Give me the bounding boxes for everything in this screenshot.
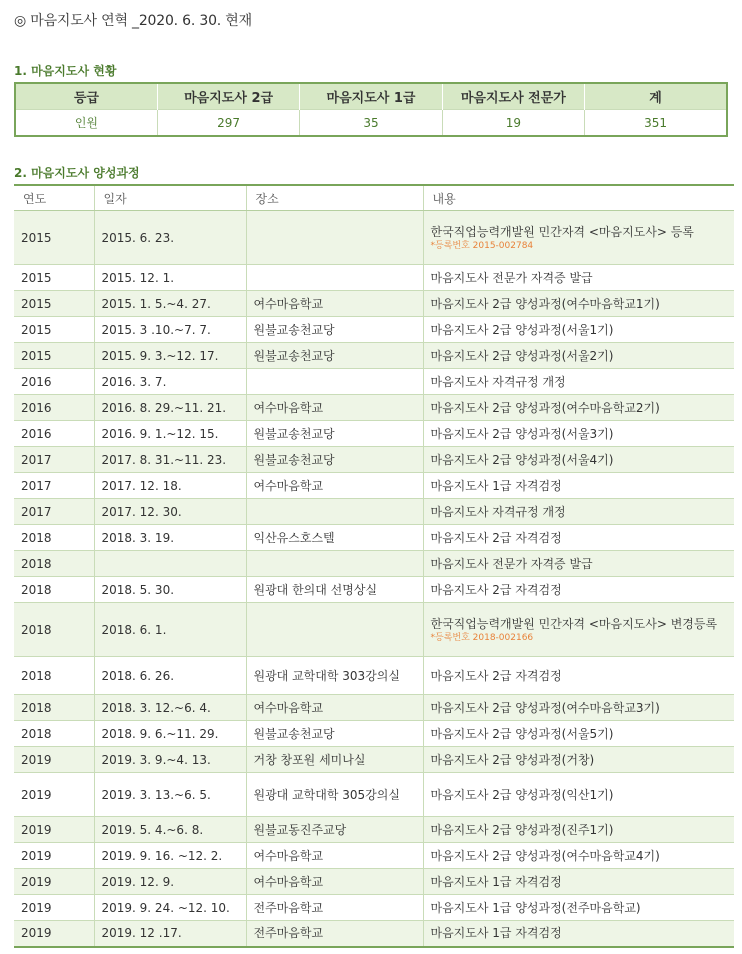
year-cell-text: 2015 (21, 230, 52, 245)
content-cell (423, 265, 734, 291)
place-cell-text: 여수마음학교 (253, 848, 324, 863)
place-cell-text: 전주마음학교 (253, 900, 324, 915)
place-cell-text: 원광대 한의대 선명상실 (253, 582, 378, 597)
year-cell-text: 2019 (21, 752, 52, 767)
year-cell-text: 2019 (21, 848, 52, 863)
table-row (14, 395, 734, 421)
content-cell-text: 마음지도사 2급 양성과정(거창) (430, 752, 595, 767)
year-cell-text: 2017 (21, 504, 52, 519)
place-cell-text: 여수마음학교 (253, 700, 324, 715)
date-cell-text: 2019. 3. 9.~4. 13. (101, 752, 211, 767)
date-cell-text: 2015. 1. 5.~4. 27. (101, 296, 211, 311)
content-cell-text: 한국직업능력개발원 민간자격 <마음지도사> 변경등록 (430, 616, 718, 631)
year-cell (14, 447, 94, 473)
year-cell (14, 265, 94, 291)
content-cell-text: 마음지도사 2급 양성과정(서울2기) (430, 348, 614, 363)
header-total: 계 (585, 83, 727, 110)
year-cell (14, 747, 94, 773)
content-cell-text: 마음지도사 1급 양성과정(전주마음학교) (430, 900, 641, 915)
place-cell (246, 211, 423, 265)
year-cell-text: 2019 (21, 787, 52, 802)
content-cell (423, 211, 734, 265)
count-total: 351 (585, 110, 727, 137)
table-row (14, 343, 734, 369)
year-cell (14, 657, 94, 695)
table-row (14, 421, 734, 447)
content-cell (423, 499, 734, 525)
content-cell (423, 869, 734, 895)
place-cell (246, 773, 423, 817)
content-cell-text: 마음지도사 1급 자격검정 (430, 478, 562, 493)
content-cell (423, 343, 734, 369)
date-cell-text: 2019. 12. 9. (101, 874, 175, 889)
year-cell-text: 2018 (21, 622, 52, 637)
place-cell-text: 원광대 교학대학 305강의실 (253, 787, 400, 802)
place-cell (246, 395, 423, 421)
year-cell (14, 343, 94, 369)
table-row (14, 525, 734, 551)
year-cell-text: 2015 (21, 322, 52, 337)
registration-note: *등록번호 2015-002784 (430, 240, 534, 251)
table-row (14, 657, 734, 695)
content-cell-text: 마음지도사 2급 양성과정(서울3기) (430, 426, 614, 441)
content-cell-text: 마음지도사 자격규정 개정 (430, 374, 566, 389)
year-cell (14, 291, 94, 317)
table-row (14, 447, 734, 473)
table-row (14, 895, 734, 921)
date-cell (94, 265, 246, 291)
year-cell (14, 395, 94, 421)
table-row (14, 369, 734, 395)
place-cell-text: 거창 창포원 세미나실 (253, 752, 366, 767)
year-cell-text: 2017 (21, 478, 52, 493)
table-row (14, 921, 734, 947)
date-cell (94, 895, 246, 921)
content-cell-text: 마음지도사 2급 양성과정(여수마음학교4기) (430, 848, 660, 863)
table-row (14, 695, 734, 721)
table-row (14, 721, 734, 747)
year-cell (14, 695, 94, 721)
table-row (14, 843, 734, 869)
place-cell-text: 원불교송천교당 (253, 726, 335, 741)
content-cell-text: 한국직업능력개발원 민간자격 <마음지도사> 등록 (430, 224, 694, 239)
place-cell (246, 721, 423, 747)
year-cell (14, 721, 94, 747)
content-cell-text: 마음지도사 자격규정 개정 (430, 504, 566, 519)
date-cell-text: 2019. 9. 16. ~12. 2. (101, 848, 223, 863)
date-cell (94, 747, 246, 773)
year-cell-text: 2019 (21, 822, 52, 837)
date-cell (94, 657, 246, 695)
content-cell (423, 695, 734, 721)
date-cell (94, 447, 246, 473)
content-cell (423, 843, 734, 869)
content-cell (423, 473, 734, 499)
year-cell (14, 473, 94, 499)
section-title-status: 1. 마음지도사 현황 (14, 64, 117, 78)
year-cell (14, 499, 94, 525)
registration-note: *등록번호 2018-002166 (430, 632, 534, 643)
content-cell-text: 마음지도사 2급 자격검정 (430, 668, 562, 683)
year-cell-text: 2019 (21, 900, 52, 915)
place-cell-text: 여수마음학교 (253, 874, 324, 889)
content-cell-text: 마음지도사 2급 양성과정(서울5기) (430, 726, 614, 741)
date-cell-text: 2015. 9. 3.~12. 17. (101, 348, 219, 363)
table-row (14, 577, 734, 603)
year-cell-text: 2018 (21, 726, 52, 741)
content-cell-text: 마음지도사 1급 자격검정 (430, 874, 562, 889)
date-cell-text: 2019. 5. 4.~6. 8. (101, 822, 204, 837)
count-level2: 297 (157, 110, 299, 137)
date-cell-text: 2015. 12. 1. (101, 270, 175, 285)
place-cell (246, 895, 423, 921)
content-cell (423, 525, 734, 551)
date-cell-text: 2017. 12. 30. (101, 504, 182, 519)
date-cell-text: 2019. 12 .17. (101, 926, 182, 941)
content-cell (423, 747, 734, 773)
date-cell (94, 721, 246, 747)
date-cell (94, 369, 246, 395)
date-cell (94, 211, 246, 265)
status-header-row (15, 83, 727, 110)
place-cell-text: 여수마음학교 (253, 296, 324, 311)
year-cell-text: 2018 (21, 582, 52, 597)
place-cell (246, 369, 423, 395)
history-body (14, 211, 734, 947)
section-title-history: 2. 마음지도사 양성과정 (14, 166, 140, 180)
place-cell-text: 원광대 교학대학 303강의실 (253, 668, 400, 683)
date-cell-text: 2018. 3. 19. (101, 530, 175, 545)
content-cell (423, 395, 734, 421)
content-cell-text: 마음지도사 전문가 자격증 발급 (430, 270, 593, 285)
place-cell-text: 전주마음학교 (253, 926, 324, 941)
date-cell-text: 2019. 9. 24. ~12. 10. (101, 900, 230, 915)
date-cell (94, 773, 246, 817)
date-cell (94, 577, 246, 603)
content-cell-text: 마음지도사 2급 양성과정(여수마음학교3기) (430, 700, 660, 715)
place-cell-text: 원불교송천교당 (253, 426, 335, 441)
place-cell (246, 551, 423, 577)
table-row (14, 773, 734, 817)
date-cell (94, 499, 246, 525)
place-cell (246, 657, 423, 695)
date-cell-text: 2018. 6. 26. (101, 668, 175, 683)
year-cell (14, 921, 94, 947)
date-cell-text: 2018. 6. 1. (101, 622, 167, 637)
date-cell-text: 2016. 9. 1.~12. 15. (101, 426, 219, 441)
table-row (14, 817, 734, 843)
content-cell (423, 921, 734, 947)
date-cell-text: 2019. 3. 13.~6. 5. (101, 787, 211, 802)
content-cell (423, 895, 734, 921)
date-cell-text: 2018. 9. 6.~11. 29. (101, 726, 219, 741)
date-cell (94, 817, 246, 843)
content-cell (423, 773, 734, 817)
year-cell (14, 525, 94, 551)
count-expert: 19 (442, 110, 584, 137)
date-cell (94, 525, 246, 551)
place-cell (246, 447, 423, 473)
header-place: 장소 (246, 185, 423, 211)
content-cell (423, 817, 734, 843)
year-cell (14, 773, 94, 817)
year-cell-text: 2018 (21, 556, 52, 571)
content-cell-text: 마음지도사 2급 양성과정(여수마음학교2기) (430, 400, 660, 415)
content-cell (423, 657, 734, 695)
year-cell (14, 317, 94, 343)
table-row (14, 265, 734, 291)
content-cell-text: 마음지도사 2급 양성과정(익산1기) (430, 787, 614, 802)
content-cell (423, 291, 734, 317)
date-cell-text: 2017. 8. 31.~11. 23. (101, 452, 227, 467)
date-cell (94, 421, 246, 447)
date-cell (94, 695, 246, 721)
table-row (14, 317, 734, 343)
history-header-row (14, 185, 734, 211)
table-row (14, 499, 734, 525)
place-cell (246, 869, 423, 895)
content-cell (423, 421, 734, 447)
place-cell (246, 921, 423, 947)
content-cell (423, 447, 734, 473)
header-level2: 마음지도사 2급 (157, 83, 299, 110)
year-cell (14, 869, 94, 895)
year-cell (14, 895, 94, 921)
year-cell-text: 2018 (21, 530, 52, 545)
year-cell (14, 369, 94, 395)
date-cell-text: 2018. 3. 12.~6. 4. (101, 700, 211, 715)
year-cell-text: 2018 (21, 700, 52, 715)
table-row (14, 869, 734, 895)
date-cell (94, 603, 246, 657)
year-cell-text: 2015 (21, 270, 52, 285)
place-cell-text: 원불교동진주교당 (253, 822, 347, 837)
header-year: 연도 (14, 185, 94, 211)
place-cell (246, 499, 423, 525)
date-cell (94, 843, 246, 869)
page-title: ◎ 마음지도사 연혁 _2020. 6. 30. 현재 (14, 13, 252, 29)
table-row (14, 473, 734, 499)
header-expert: 마음지도사 전문가 (442, 83, 584, 110)
table-row (14, 747, 734, 773)
place-cell (246, 343, 423, 369)
place-cell (246, 843, 423, 869)
date-cell-text: 2015. 6. 23. (101, 230, 175, 245)
place-cell-text: 원불교송천교당 (253, 452, 335, 467)
table-row (14, 551, 734, 577)
date-cell-text: 2016. 8. 29.~11. 21. (101, 400, 227, 415)
place-cell-text: 원불교송천교당 (253, 322, 335, 337)
content-cell-text: 마음지도사 2급 자격검정 (430, 582, 562, 597)
year-cell-text: 2016 (21, 426, 52, 441)
year-cell (14, 421, 94, 447)
history-table (14, 184, 734, 948)
content-cell-text: 마음지도사 2급 양성과정(서울1기) (430, 322, 614, 337)
date-cell (94, 473, 246, 499)
year-cell-text: 2016 (21, 400, 52, 415)
year-cell-text: 2016 (21, 374, 52, 389)
content-cell-text: 마음지도사 1급 자격검정 (430, 926, 562, 941)
place-cell (246, 817, 423, 843)
year-cell-text: 2015 (21, 296, 52, 311)
content-cell (423, 603, 734, 657)
content-cell (423, 577, 734, 603)
year-cell (14, 577, 94, 603)
place-cell (246, 291, 423, 317)
content-cell (423, 551, 734, 577)
place-cell (246, 695, 423, 721)
header-date: 일자 (94, 185, 246, 211)
place-cell (246, 473, 423, 499)
place-cell-text: 익산유스호스텔 (253, 530, 335, 545)
year-cell-text: 2017 (21, 452, 52, 467)
date-cell-text: 2018. 5. 30. (101, 582, 175, 597)
count-level1: 35 (300, 110, 442, 137)
content-cell-text: 마음지도사 2급 양성과정(여수마음학교1기) (430, 296, 660, 311)
year-cell-text: 2018 (21, 668, 52, 683)
date-cell-text: 2017. 12. 18. (101, 478, 182, 493)
place-cell (246, 265, 423, 291)
year-cell (14, 817, 94, 843)
place-cell (246, 317, 423, 343)
place-cell (246, 525, 423, 551)
date-cell (94, 291, 246, 317)
content-cell-text: 마음지도사 2급 양성과정(진주1기) (430, 822, 614, 837)
year-cell (14, 551, 94, 577)
content-cell-text: 마음지도사 전문가 자격증 발급 (430, 556, 593, 571)
status-table (14, 82, 728, 137)
content-cell (423, 317, 734, 343)
place-cell-text: 여수마음학교 (253, 400, 324, 415)
content-cell (423, 369, 734, 395)
content-cell (423, 721, 734, 747)
date-cell (94, 395, 246, 421)
content-cell-text: 마음지도사 2급 자격검정 (430, 530, 562, 545)
count-label: 인원 (15, 110, 157, 137)
year-cell-text: 2015 (21, 348, 52, 363)
year-cell (14, 603, 94, 657)
place-cell (246, 747, 423, 773)
date-cell-text: 2015. 3 .10.~7. 7. (101, 322, 211, 337)
place-cell (246, 603, 423, 657)
year-cell (14, 211, 94, 265)
place-cell (246, 421, 423, 447)
date-cell (94, 869, 246, 895)
place-cell (246, 577, 423, 603)
table-row (14, 211, 734, 265)
header-grade: 등급 (15, 83, 157, 110)
year-cell (14, 843, 94, 869)
date-cell-text: 2016. 3. 7. (101, 374, 167, 389)
place-cell-text: 원불교송천교당 (253, 348, 335, 363)
status-count-row (15, 110, 727, 137)
content-cell-text: 마음지도사 2급 양성과정(서울4기) (430, 452, 614, 467)
header-content: 내용 (423, 185, 734, 211)
table-row (14, 291, 734, 317)
date-cell (94, 551, 246, 577)
year-cell-text: 2019 (21, 926, 52, 941)
place-cell-text: 여수마음학교 (253, 478, 324, 493)
date-cell (94, 317, 246, 343)
table-row (14, 603, 734, 657)
date-cell (94, 343, 246, 369)
year-cell-text: 2019 (21, 874, 52, 889)
date-cell (94, 921, 246, 947)
header-level1: 마음지도사 1급 (300, 83, 442, 110)
